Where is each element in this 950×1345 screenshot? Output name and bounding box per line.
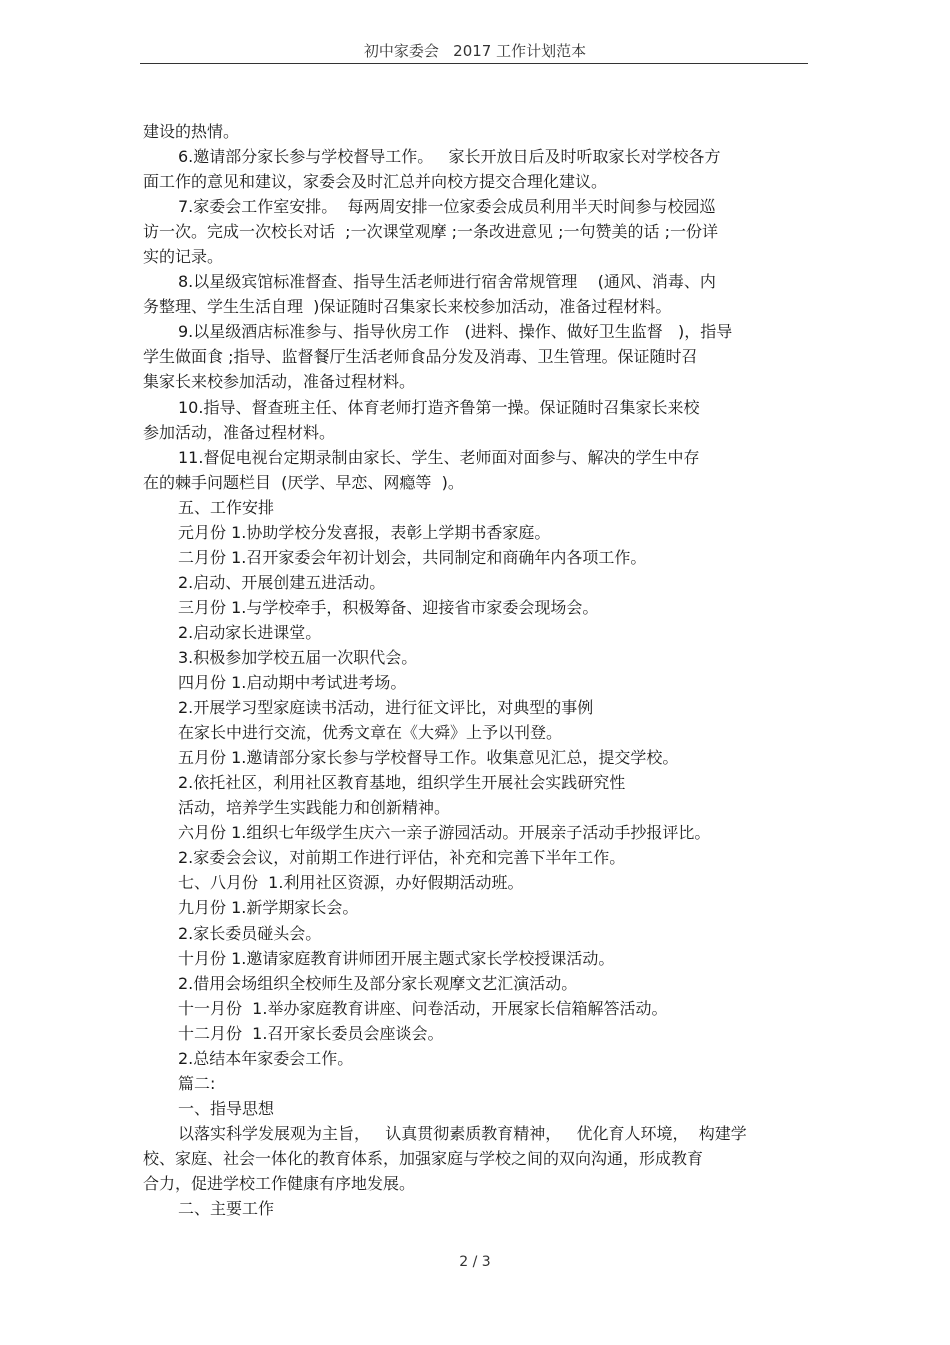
text-line: 2.启动家长进课堂。 bbox=[178, 622, 322, 642]
text-line: 二月份 1.召开家委会年初计划会，共同制定和商确年内各项工作。 bbox=[178, 547, 647, 567]
text-line: 六月份 1.组织七年级学生庆六一亲子游园活动。开展亲子活动手抄报评比。 bbox=[178, 823, 711, 843]
document-body bbox=[143, 119, 813, 1221]
text-line: 篇二: bbox=[178, 1073, 216, 1093]
text-line: 11.督促电视台定期录制由家长、学生、老师面对面参与、解决的学生中存 bbox=[178, 447, 700, 467]
text-line: 五、工作安排 bbox=[178, 497, 275, 517]
text-line: 2.家长委员碰头会。 bbox=[178, 923, 322, 943]
text-line: 二、主要工作 bbox=[178, 1199, 275, 1219]
text-line: 面工作的意见和建议，家委会及时汇总并向校方提交合理化建议。 bbox=[143, 172, 608, 192]
text-line: 参加活动，准备过程材料。 bbox=[143, 422, 336, 442]
text-line: 访一次。完成一次校长对话 ;一次课堂观摩 ;一条改进意见 ;一句赞美的话 ;一份详 bbox=[143, 222, 718, 242]
text-line: 以落实科学发展观为主旨， 认真贯彻素质教育精神， 优化育人环境， 构建学 bbox=[178, 1123, 747, 1143]
text-line: 2.开展学习型家庭读书活动，进行征文评比，对典型的事例 bbox=[178, 698, 594, 718]
text-line: 2.总结本年家委会工作。 bbox=[178, 1048, 354, 1068]
text-line: 2.家委会会议，对前期工作进行评估，补充和完善下半年工作。 bbox=[178, 848, 626, 868]
text-line: 10.指导、督查班主任、体育老师打造齐鲁第一操。保证随时召集家长来校 bbox=[178, 397, 700, 417]
text-line: 十月份 1.邀请家庭教育讲师团开展主题式家长学校授课活动。 bbox=[178, 948, 615, 968]
page-number: 2 / 3 bbox=[459, 1254, 491, 1270]
text-line: 一、指导思想 bbox=[178, 1098, 275, 1118]
text-line: 2.依托社区，利用社区教育基地，组织学生开展社会实践研究性 bbox=[178, 773, 626, 793]
text-line: 在的棘手问题栏目 (厌学、早恋、网瘾等 )。 bbox=[143, 472, 464, 492]
text-line: 九月份 1.新学期家长会。 bbox=[178, 898, 359, 918]
text-line: 在家长中进行交流，优秀文章在《大舜》上予以刊登。 bbox=[178, 723, 563, 743]
text-line: 四月份 1.启动期中考试进考场。 bbox=[178, 673, 407, 693]
text-line: 建设的热情。 bbox=[143, 122, 240, 141]
text-line: 三月份 1.与学校牵手，积极筹备、迎接省市家委会现场会。 bbox=[178, 597, 599, 617]
text-line: 8.以星级宾馆标准督查、指导生活老师进行宿舍常规管理 (通风、消毒、内 bbox=[178, 272, 716, 292]
text-line: 元月份 1.协助学校分发喜报，表彰上学期书香家庭。 bbox=[178, 522, 551, 542]
text-line: 十二月份 1.召开家长委员会座谈会。 bbox=[178, 1023, 444, 1043]
text-line: 学生做面食 ;指导、监督餐厅生活老师食品分发及消毒、卫生管理。保证随时召 bbox=[143, 347, 698, 367]
text-line: 集家长来校参加活动，准备过程材料。 bbox=[143, 372, 416, 392]
text-line: 2.借用会场组织全校师生及部分家长观摩文艺汇演活动。 bbox=[178, 973, 578, 993]
page-header-title: 初中家委会 2017 工作计划范本 bbox=[363, 42, 587, 60]
text-line: 9.以星级酒店标准参与、指导伙房工作 (进料、操作、做好卫生监督 )，指导 bbox=[178, 322, 733, 342]
text-line: 活动，培养学生实践能力和创新精神。 bbox=[178, 798, 451, 818]
text-line: 七、八月份 1.利用社区资源，办好假期活动班。 bbox=[178, 873, 524, 893]
text-line: 6.邀请部分家长参与学校督导工作。 家长开放日后及时听取家长对学校各方 bbox=[178, 147, 721, 167]
text-line: 3.积极参加学校五届一次职代会。 bbox=[178, 647, 418, 667]
text-line: 实的记录。 bbox=[143, 247, 224, 267]
text-line: 务整理、学生生活自理 )保证随时召集家长来校参加活动，准备过程材料。 bbox=[143, 297, 672, 317]
text-line: 2.启动、开展创建五进活动。 bbox=[178, 572, 386, 592]
header-divider bbox=[140, 63, 808, 64]
text-line: 7.家委会工作室安排。 每两周安排一位家委会成员利用半天时间参与校园巡 bbox=[178, 197, 716, 217]
text-line: 合力，促进学校工作健康有序地发展。 bbox=[143, 1173, 416, 1193]
text-line: 五月份 1.邀请部分家长参与学校督导工作。收集意见汇总，提交学校。 bbox=[178, 748, 679, 768]
text-line: 校、家庭、社会一体化的教育体系，加强家庭与学校之间的双向沟通，形成教育 bbox=[143, 1148, 704, 1168]
text-line: 十一月份 1.举办家庭教育讲座、问卷活动，开展家长信箱解答活动。 bbox=[178, 998, 668, 1018]
